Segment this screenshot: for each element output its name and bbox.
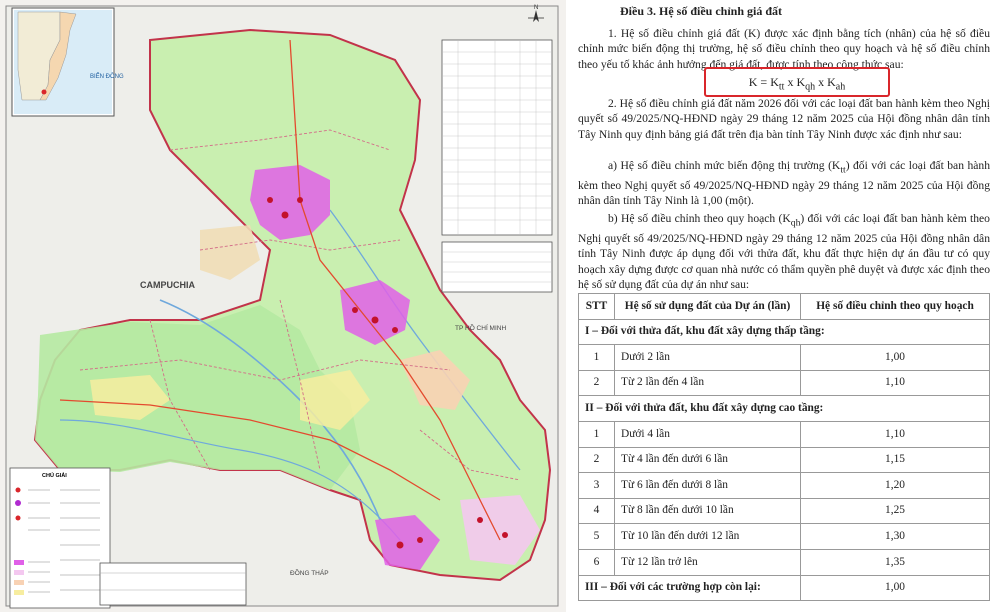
formula-box: $K = K_{tt}$ x $K_{qh}$ x $K_{ah}$ bbox=[704, 67, 890, 97]
range-cell: Từ 4 lần đến dưới 6 lần bbox=[615, 447, 801, 473]
stt-cell: 1 bbox=[579, 345, 615, 371]
stt-cell: 6 bbox=[579, 549, 615, 575]
range-cell: Từ 12 lần trở lên bbox=[615, 549, 801, 575]
table-row bbox=[579, 345, 990, 371]
table-header-row bbox=[579, 294, 990, 320]
coef-cell: 1,00 bbox=[801, 345, 990, 371]
range-cell: Từ 10 lần đến dưới 12 lần bbox=[615, 524, 801, 550]
range-cell: Dưới 2 lần bbox=[615, 345, 801, 371]
range-cell: Từ 2 lần đến 4 lần bbox=[615, 370, 801, 396]
table-row bbox=[579, 524, 990, 550]
header-coef: Hệ số điều chỉnh theo quy hoạch bbox=[801, 294, 990, 320]
article-heading: Điều 3. Hệ số điều chỉnh giá đất bbox=[620, 4, 783, 18]
regulation-document bbox=[578, 0, 996, 612]
table-row bbox=[579, 549, 990, 575]
range-cell: Từ 6 lần đến dưới 8 lần bbox=[615, 473, 801, 499]
coef-cell: 1,15 bbox=[801, 447, 990, 473]
label-dongthap: ĐỒNG THÁP bbox=[290, 570, 329, 577]
coef-cell: 1,00 bbox=[801, 575, 990, 601]
paragraph-2b: b) Hệ số điều chỉnh theo quy hoạch $(K_{qh})$ đối với các loại đất ban hành kèm theo Nghị quyết số 49/2025/NQ-HĐND ngày 29 tháng 12 năm 2025 của Hội đồng nhân dân tỉnh Tây Ninh được áp dụng đối với thửa đất, khu đất thực hiện dự án đầu tư có quy hoạch xây dựng được cơ quan nhà nước có thẩm quyền phê duyệt và được xác định theo hệ số sử dụng đất của dự án như sau: bbox=[578, 212, 990, 291]
section-row bbox=[579, 575, 990, 601]
table-row bbox=[579, 370, 990, 396]
section-row bbox=[579, 396, 990, 422]
coef-cell: 1,30 bbox=[801, 524, 990, 550]
label-campuchia: CAMPUCHIA bbox=[140, 280, 195, 290]
range-cell: Từ 8 lần đến dưới 10 lần bbox=[615, 498, 801, 524]
stt-cell: 2 bbox=[579, 370, 615, 396]
map-title-block bbox=[100, 563, 246, 605]
stt-cell: 3 bbox=[579, 473, 615, 499]
header-stt: STT bbox=[579, 294, 615, 320]
coef-cell: 1,20 bbox=[801, 473, 990, 499]
stt-cell: 2 bbox=[579, 447, 615, 473]
coefficient-table bbox=[578, 293, 990, 601]
legend-title: CHÚ GIẢI bbox=[42, 473, 67, 479]
section-1-title: I – Đối với thửa đất, khu đất xây dựng thấp tầng: bbox=[579, 319, 990, 345]
coef-cell: 1,25 bbox=[801, 498, 990, 524]
stt-cell: 1 bbox=[579, 421, 615, 447]
section-3-title: III – Đối với các trường hợp còn lại: bbox=[579, 575, 801, 601]
map-legend bbox=[10, 468, 110, 608]
compass-label: N bbox=[534, 5, 539, 11]
table-row bbox=[579, 421, 990, 447]
table-row bbox=[579, 473, 990, 499]
label-hcm: TP HỒ CHÍ MINH bbox=[455, 325, 507, 332]
header-range: Hệ số sử dụng đất của Dự án (lần) bbox=[615, 294, 801, 320]
coef-cell: 1,35 bbox=[801, 549, 990, 575]
table-row bbox=[579, 498, 990, 524]
coef-cell: 1,10 bbox=[801, 421, 990, 447]
stt-cell: 4 bbox=[579, 498, 615, 524]
section-row bbox=[579, 319, 990, 345]
stt-cell: 5 bbox=[579, 524, 615, 550]
inset-overview-map bbox=[12, 8, 124, 116]
section-2-title: II – Đối với thửa đất, khu đất xây dựng cao tầng: bbox=[579, 396, 990, 422]
map-info-table bbox=[442, 40, 552, 292]
paragraph-1: 1. Hệ số điều chỉnh giá đất (K) được xác định bằng tích (nhân) của hệ số điều chỉnh mức biến động thị trường, hệ số điều chỉnh theo quy hoạch và hệ số điều chỉnh theo yếu tố khác ảnh hưởng đến giá đất, được tính theo công thức sau: bbox=[578, 27, 990, 71]
table-row bbox=[579, 447, 990, 473]
paragraph-2: 2. Hệ số điều chỉnh giá đất năm 2026 đối với các loại đất ban hành kèm theo Nghị quyết số 49/2025/NQ-HĐND ngày 29 tháng 12 năm 2025 của Hội đồng nhân dân tỉnh Tây Ninh quy định bảng giá đất trên địa bàn tỉnh Tây Ninh được xác định như sau: bbox=[578, 97, 990, 141]
inset-sea-label: BIỂN ĐÔNG bbox=[90, 74, 124, 80]
coef-cell: 1,10 bbox=[801, 370, 990, 396]
range-cell: Dưới 4 lần bbox=[615, 421, 801, 447]
paragraph-2a: a) Hệ số điều chỉnh mức biến động thị trường $(K_{tt})$ đối với các loại đất ban hành kèm theo Nghị quyết số 49/2025/NQ-HĐND ngày 29 tháng 12 năm 2025 của Hội đồng nhân dân tỉnh Tây Ninh là 1,00 (một). bbox=[578, 159, 990, 208]
